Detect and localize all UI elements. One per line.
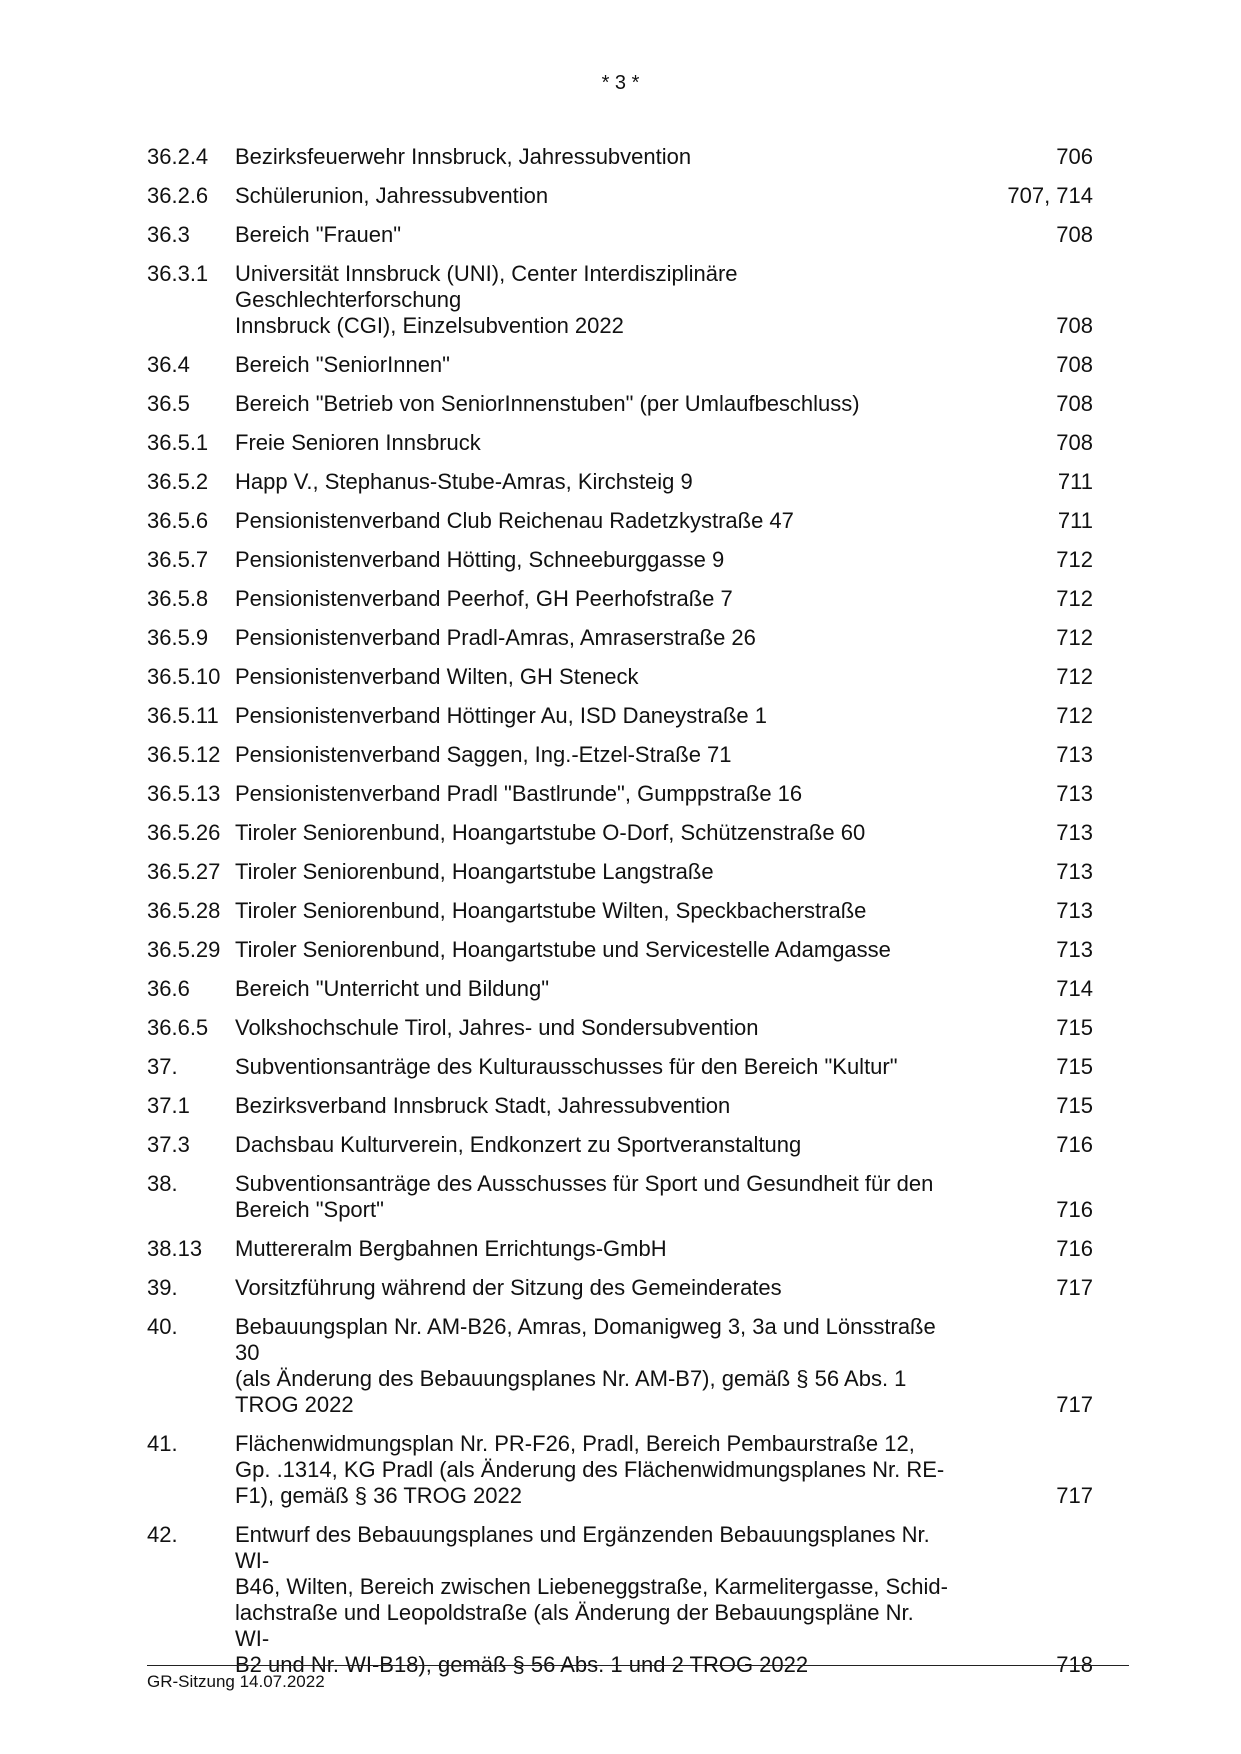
toc-entry-number: 41. xyxy=(147,1431,178,1456)
toc-entry xyxy=(147,898,1093,924)
toc-entry-title: Pensionistenverband Hötting, Schneeburggasse 9 xyxy=(235,547,725,572)
toc-entry xyxy=(147,508,1093,534)
toc-entry-title: Pensionistenverband Wilten, GH Steneck xyxy=(235,664,639,689)
toc-entry-number: 37.1 xyxy=(147,1093,190,1118)
toc-entry-title: Tiroler Seniorenbund, Hoangartstube O-Dorf, Schützenstraße 60 xyxy=(235,820,866,845)
toc-entry-pages: 716 xyxy=(1056,1236,1093,1261)
toc-entry xyxy=(147,1015,1093,1041)
toc-entry-number: 36.3.1 xyxy=(147,261,209,286)
toc-entry-pages: 712 xyxy=(1056,586,1093,611)
toc-entry-pages: 712 xyxy=(1056,547,1093,572)
toc-entry-number: 36.5.27 xyxy=(147,859,221,884)
toc-entry-pages: 711 xyxy=(1057,508,1093,533)
toc-entry-number: 36.5.2 xyxy=(147,469,209,494)
toc-entry xyxy=(147,625,1093,651)
toc-entry-pages: 708 xyxy=(1056,222,1093,247)
toc-entry-number: 37. xyxy=(147,1054,178,1079)
toc-entry-title: Volkshochschule Tirol, Jahres- und Sondersubvention xyxy=(235,1015,759,1040)
toc-entry xyxy=(147,1275,1093,1301)
toc-entry-title: Pensionistenverband Club Reichenau Radetzkystraße 47 xyxy=(235,508,794,533)
toc-entry xyxy=(147,586,1093,612)
toc-entry-number: 36.4 xyxy=(147,352,190,377)
toc-entry-pages: 715 xyxy=(1056,1054,1093,1079)
toc-entry-title: Bereich "Frauen" xyxy=(235,222,402,247)
toc-entry-pages: 715 xyxy=(1056,1093,1093,1118)
toc-entry xyxy=(147,547,1093,573)
toc-entry xyxy=(147,222,1093,248)
toc-entry-pages: 718 xyxy=(1056,1652,1093,1677)
toc-entry xyxy=(147,1431,1093,1509)
toc-entry-pages: 713 xyxy=(1056,742,1093,767)
toc-entry-number: 36.5 xyxy=(147,391,190,416)
toc-entry-pages: 716 xyxy=(1056,1132,1093,1157)
toc-entry xyxy=(147,1093,1093,1119)
toc-entry-number: 38.13 xyxy=(147,1236,203,1261)
toc-entry-number: 38. xyxy=(147,1171,178,1196)
toc-entry xyxy=(147,703,1093,729)
toc-entry xyxy=(147,430,1093,456)
toc-entry-number: 36.2.4 xyxy=(147,144,209,169)
toc-entry-title: Tiroler Seniorenbund, Hoangartstube und Servicestelle Adamgasse xyxy=(235,937,891,962)
toc-entry-pages: 712 xyxy=(1056,625,1093,650)
toc-entry-title: Universität Innsbruck (UNI), Center Interdisziplinäre Geschlechterforschung Innsbruck (CGI), Einzelsubvention 2022 xyxy=(235,261,738,338)
toc-entry-pages: 712 xyxy=(1056,703,1093,728)
toc-entry-title: Subventionsanträge des Kulturausschusses für den Bereich "Kultur" xyxy=(235,1054,898,1079)
toc-entry xyxy=(147,469,1093,495)
toc-entry-pages: 707, 714 xyxy=(1007,183,1093,208)
toc-entry-title: Bereich "SeniorInnen" xyxy=(235,352,450,377)
toc-entry xyxy=(147,1054,1093,1080)
toc-entry-pages: 716 xyxy=(1056,1197,1093,1222)
toc-entry-pages: 711 xyxy=(1057,469,1093,494)
toc-entry xyxy=(147,183,1093,209)
toc-entry-number: 39. xyxy=(147,1275,178,1300)
table-of-contents xyxy=(147,144,1093,1691)
toc-entry-pages: 708 xyxy=(1056,352,1093,377)
toc-entry xyxy=(147,937,1093,963)
toc-entry-title: Dachsbau Kulturverein, Endkonzert zu Sportveranstaltung xyxy=(235,1132,802,1157)
toc-entry-pages: 717 xyxy=(1056,1392,1093,1417)
toc-entry-number: 36.5.13 xyxy=(147,781,221,806)
toc-entry-number: 36.5.11 xyxy=(147,703,219,728)
toc-entry xyxy=(147,1522,1093,1678)
toc-entry-number: 36.5.8 xyxy=(147,586,209,611)
footer-divider xyxy=(147,1665,1129,1666)
toc-entry-title: Tiroler Seniorenbund, Hoangartstube Langstraße xyxy=(235,859,714,884)
footer-text: GR-Sitzung 14.07.2022 xyxy=(147,1672,325,1691)
toc-entry-pages: 706 xyxy=(1056,144,1093,169)
toc-entry-number: 36.3 xyxy=(147,222,190,247)
toc-entry-number: 37.3 xyxy=(147,1132,190,1157)
toc-entry-title: Entwurf des Bebauungsplanes und Ergänzenden Bebauungsplanes Nr. WI- B46, Wilten, Bereich zwischen Liebeneggstraße, Karmelitergasse, Schid- lachstraße und Leopoldstraße (als Änderung der Bebauungspläne Nr. WI- B2 und Nr. WI-B18), gemäß § 56 Abs. 1 und 2 TROG 2022 xyxy=(235,1522,948,1677)
toc-entry-title: Vorsitzführung während der Sitzung des Gemeinderates xyxy=(235,1275,782,1300)
toc-entry xyxy=(147,391,1093,417)
toc-entry-title: Flächenwidmungsplan Nr. PR-F26, Pradl, Bereich Pembaurstraße 12, Gp. .1314, KG Pradl (als Änderung des Flächenwidmungsplanes Nr. RE- F1), gemäß § 36 TROG 2022 xyxy=(235,1431,945,1508)
toc-entry-pages: 713 xyxy=(1056,859,1093,884)
toc-entry xyxy=(147,144,1093,170)
page-number: * 3 * xyxy=(601,72,640,94)
toc-entry-pages: 712 xyxy=(1056,664,1093,689)
toc-entry-number: 36.5.28 xyxy=(147,898,221,923)
toc-entry xyxy=(147,1314,1093,1418)
toc-entry xyxy=(147,859,1093,885)
toc-entry-number: 36.5.29 xyxy=(147,937,221,962)
toc-entry-pages: 715 xyxy=(1056,1015,1093,1040)
toc-entry-title: Schülerunion, Jahressubvention xyxy=(235,183,549,208)
toc-entry xyxy=(147,742,1093,768)
toc-entry-title: Tiroler Seniorenbund, Hoangartstube Wilten, Speckbacherstraße xyxy=(235,898,867,923)
toc-entry xyxy=(147,352,1093,378)
toc-entry-number: 36.2.6 xyxy=(147,183,209,208)
toc-entry-title: Happ V., Stephanus-Stube-Amras, Kirchsteig 9 xyxy=(235,469,693,494)
toc-entry-pages: 717 xyxy=(1056,1275,1093,1300)
toc-entry-pages: 713 xyxy=(1056,898,1093,923)
toc-entry xyxy=(147,1171,1093,1223)
toc-entry-pages: 708 xyxy=(1056,391,1093,416)
toc-entry-number: 36.5.26 xyxy=(147,820,221,845)
toc-entry xyxy=(147,1236,1093,1262)
toc-entry-pages: 708 xyxy=(1056,430,1093,455)
toc-entry xyxy=(147,976,1093,1002)
toc-entry-number: 42. xyxy=(147,1522,178,1547)
toc-entry-number: 36.5.7 xyxy=(147,547,209,572)
toc-entry-number: 36.5.6 xyxy=(147,508,209,533)
toc-entry-title: Pensionistenverband Pradl-Amras, Amraserstraße 26 xyxy=(235,625,756,650)
toc-entry-pages: 708 xyxy=(1056,313,1093,338)
toc-entry-title: Pensionistenverband Pradl "Bastlrunde", Gumppstraße 16 xyxy=(235,781,803,806)
toc-entry-number: 36.5.12 xyxy=(147,742,221,767)
toc-entry-pages: 717 xyxy=(1056,1483,1093,1508)
toc-entry xyxy=(147,781,1093,807)
toc-entry-title: Bezirksverband Innsbruck Stadt, Jahressubvention xyxy=(235,1093,731,1118)
toc-entry-title: Pensionistenverband Peerhof, GH Peerhofstraße 7 xyxy=(235,586,733,611)
toc-entry-number: 36.5.1 xyxy=(147,430,209,455)
toc-entry-pages: 713 xyxy=(1056,781,1093,806)
toc-entry xyxy=(147,261,1093,339)
toc-entry-number: 36.6.5 xyxy=(147,1015,209,1040)
toc-entry-title: Muttereralm Bergbahnen Errichtungs-GmbH xyxy=(235,1236,667,1261)
toc-entry-number: 36.5.10 xyxy=(147,664,221,689)
toc-entry-title: Subventionsanträge des Ausschusses für Sport und Gesundheit für den Bereich "Sport" xyxy=(235,1171,934,1222)
toc-entry xyxy=(147,1132,1093,1158)
toc-entry-title: Freie Senioren Innsbruck xyxy=(235,430,481,455)
toc-entry-number: 40. xyxy=(147,1314,178,1339)
toc-entry-pages: 713 xyxy=(1056,937,1093,962)
toc-entry-title: Bezirksfeuerwehr Innsbruck, Jahressubvention xyxy=(235,144,692,169)
toc-entry-title: Bereich "Betrieb von SeniorInnenstuben" (per Umlaufbeschluss) xyxy=(235,391,860,416)
toc-entry-title: Pensionistenverband Höttinger Au, ISD Daneystraße 1 xyxy=(235,703,767,728)
toc-entry-number: 36.6 xyxy=(147,976,190,1001)
toc-entry-pages: 714 xyxy=(1056,976,1093,1001)
toc-entry xyxy=(147,664,1093,690)
toc-entry-title: Pensionistenverband Saggen, Ing.-Etzel-Straße 71 xyxy=(235,742,732,767)
toc-entry-pages: 713 xyxy=(1056,820,1093,845)
toc-entry xyxy=(147,820,1093,846)
toc-entry-number: 36.5.9 xyxy=(147,625,209,650)
toc-entry-title: Bebauungsplan Nr. AM-B26, Amras, Domanigweg 3, 3a und Lönsstraße 30 (als Änderung des Bebauungsplanes Nr. AM-B7), gemäß § 56 Abs. 1 TROG 2022 xyxy=(235,1314,936,1417)
toc-entry-title: Bereich "Unterricht und Bildung" xyxy=(235,976,550,1001)
